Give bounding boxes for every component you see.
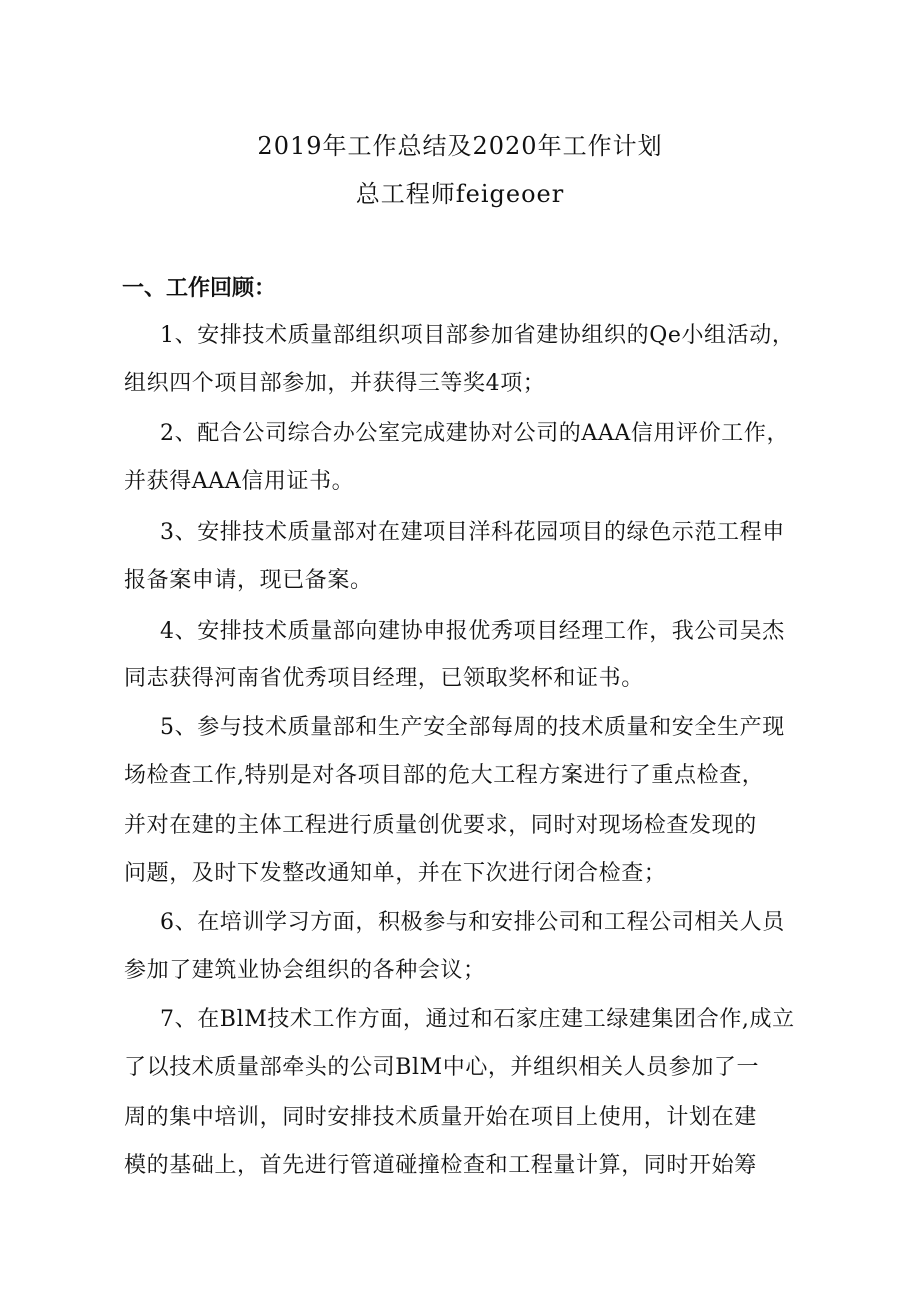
paragraph-line: 组织四个项目部参加，并获得三等奖4项； — [124, 371, 546, 396]
paragraph-line: 6、在培训学习方面，积极参与和安排公司和工程公司相关人员 — [160, 910, 785, 935]
paragraph-line: 同志获得河南省优秀项目经理，已领取奖杯和证书。 — [124, 666, 644, 691]
paragraph-line: 模的基础上，首先进行管道碰撞检查和工程量计算，同时开始筹 — [124, 1153, 757, 1178]
paragraph-line: 7、在BlM技术工作方面，通过和石家庄建工绿建集团合作,成立 — [160, 1007, 795, 1032]
paragraph-line: 4、安排技术质量部向建协申报优秀项目经理工作，我公司吴杰 — [160, 619, 785, 644]
paragraph-line: 周的集中培训，同时安排技术质量开始在项目上使用，计划在建 — [124, 1105, 757, 1130]
document-subtitle: 总工程师feigeoer — [355, 180, 565, 208]
paragraph-line: 报备案申请，现已备案。 — [124, 568, 373, 593]
paragraph-line: 了以技术质量部牵头的公司BlM中心，并组织相关人员参加了一 — [124, 1055, 760, 1080]
paragraph-line: 5、参与技术质量部和生产安全部每周的技术质量和安全生产现 — [160, 715, 785, 740]
paragraph-line: 并获得AAA信用证书。 — [124, 469, 355, 494]
section-heading: 一、工作回顾： — [122, 276, 277, 301]
paragraph-line: 2、配合公司综合办公室完成建协对公司的AAA信用评价工作， — [160, 421, 790, 446]
paragraph-line: 场检查工作,特别是对各项目部的危大工程方案进行了重点检查， — [124, 763, 765, 788]
document-title: 2019年工作总结及2020年工作计划 — [257, 132, 663, 160]
paragraph-line: 并对在建的主体工程进行质量创优要求，同时对现场检查发现的 — [124, 813, 757, 838]
paragraph-line: 参加了建筑业协会组织的各种会议； — [124, 958, 486, 983]
paragraph-line: 问题，及时下发整改通知单，并在下次进行闭合检查； — [124, 861, 667, 886]
paragraph-line: 3、安排技术质量部对在建项目洋科花园项目的绿色示范工程申 — [160, 520, 785, 545]
paragraph-line: 1、安排技术质量部组织项目部参加省建协组织的Qe小组活动， — [160, 323, 795, 348]
